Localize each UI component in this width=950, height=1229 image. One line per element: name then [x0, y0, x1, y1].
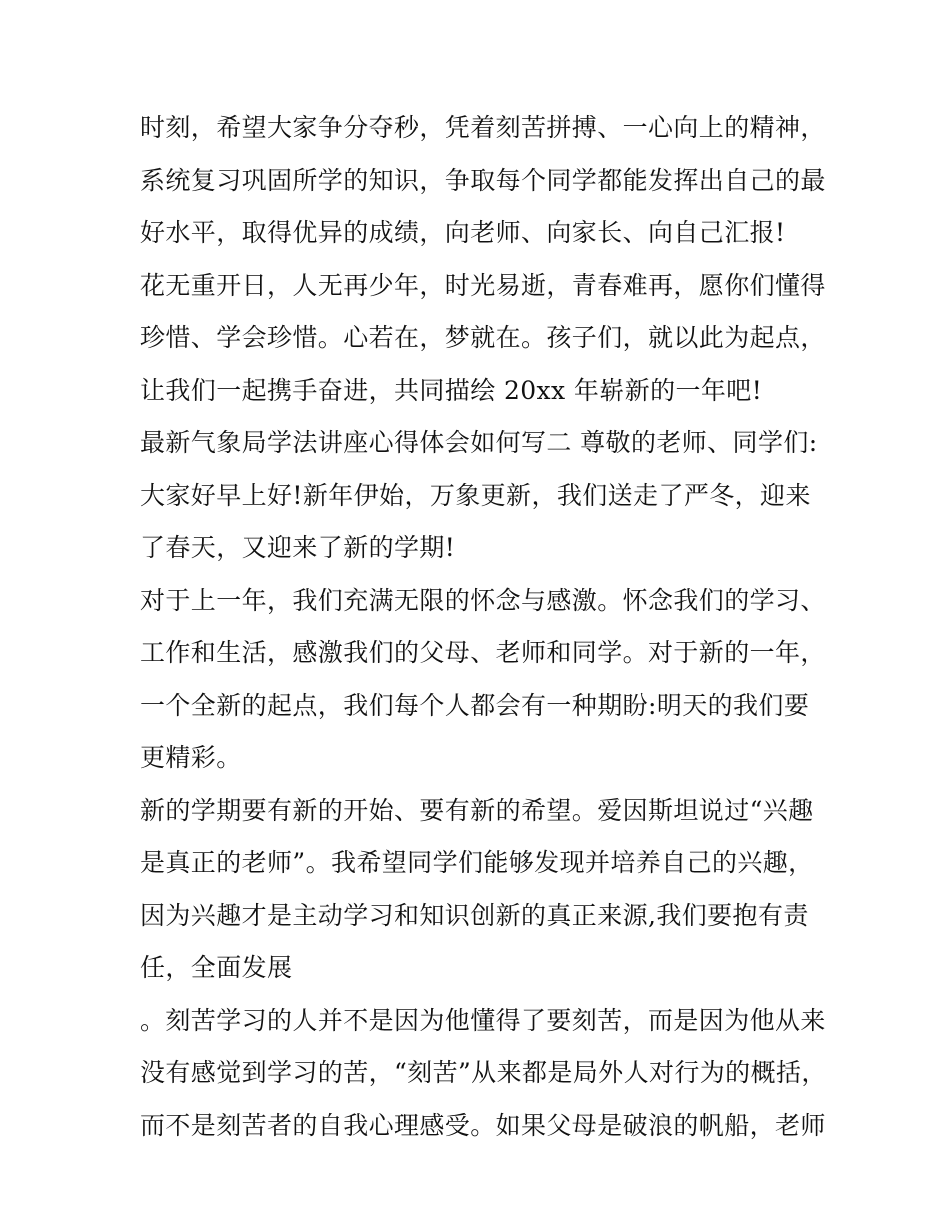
body-text	[140, 107, 827, 1157]
text-line: 没有感觉到学习的苦，“刻苦”从来都是局外人对行为的概括，	[140, 1058, 827, 1087]
text-line: 更精彩。	[140, 743, 242, 772]
text-line: 花无重开日，人无再少年，时光易逝，青春难再，愿你们懂得	[140, 270, 826, 300]
text-line: 好水平，取得优异的成绩，向老师、向家长、向自己汇报!	[140, 218, 786, 247]
text-line: 让我们一起携手奋进，共同描绘 20xx 年崭新的一年吧!	[140, 375, 763, 405]
text-line: 是真正的老师”。我希望同学们能够发现并培养自己的兴趣，	[140, 848, 814, 877]
text-line: 一个全新的起点，我们每个人都会有一种期盼:明天的我们要	[140, 690, 810, 720]
text-line: 工作和生活，感激我们的父母、老师和同学。对于新的一年，	[140, 638, 826, 667]
text-line: 对于上一年，我们充满无限的怀念与感激。怀念我们的学习、	[140, 585, 826, 615]
text-line: 任，全面发展	[140, 953, 293, 982]
text-line: 大家好早上好!新年伊始，万象更新，我们送走了严冬，迎来	[140, 480, 811, 510]
text-line: 。刻苦学习的人并不是因为他懂得了要刻苦，而是因为他从来	[140, 1005, 826, 1035]
text-line: 了春天，又迎来了新的学期!	[140, 533, 456, 562]
section-heading-line: 最新气象局学法讲座心得体会如何写二 尊敬的老师、同学们:	[140, 428, 818, 457]
text-line: 时刻，希望大家争分夺秒，凭着刻苦拼搏、一心向上的精神，	[140, 113, 826, 142]
text-line: 新的学期要有新的开始、要有新的希望。爱因斯坦说过“兴趣	[140, 795, 814, 825]
text-line: 而不是刻苦者的自我心理感受。如果父母是破浪的帆船，老师	[140, 1110, 826, 1140]
text-line: 珍惜、学会珍惜。心若在，梦就在。孩子们，就以此为起点，	[140, 323, 826, 352]
text-line: 因为兴趣才是主动学习和知识创新的真正来源,我们要抱有责	[140, 900, 809, 930]
text-line: 系统复习巩固所学的知识，争取每个同学都能发挥出自己的最	[140, 165, 826, 195]
